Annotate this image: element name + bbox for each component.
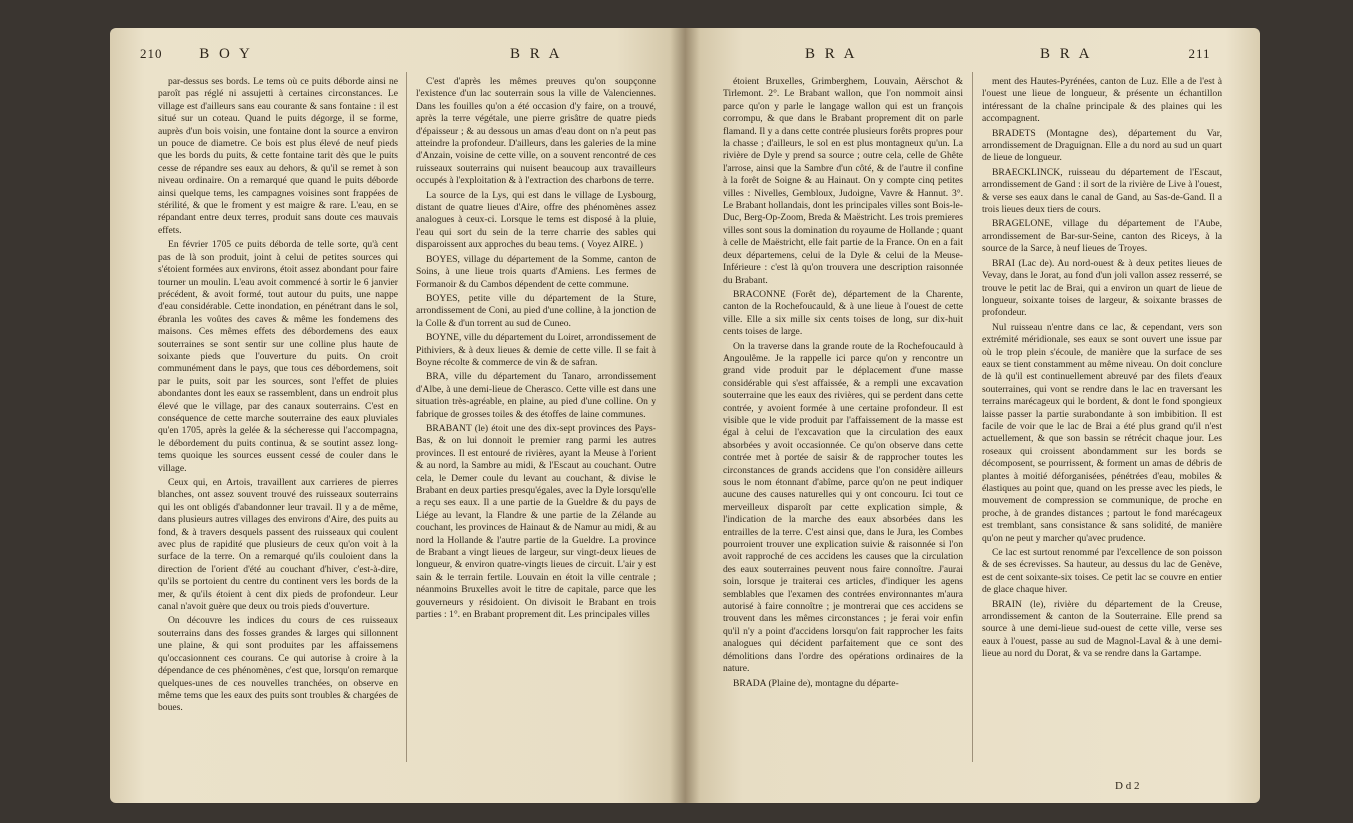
paragraph: BRAI (Lac de). Au nord-ouest & à deux petites lieues de Vevay, dans le Jorat, au fond d'un joli vallon assez resserré, se trouve le petit lac de Brai, qui a environ un quart de lieue de longueur, soixante toises de largeur, & soixante brasses de profondeur.: [982, 257, 1222, 319]
paragraph: BRABANT (le) étoit une des dix-sept provinces des Pays-Bas, & on lui donnoit le premier rang parmi les autres provinces. Il est entouré de rivières, ayant la Meuse à l'orient & au nord, la Sambre au midi, & l'Escaut au couchant. Outre cela, le Demer coule du levant au couchant, & divise le Brabant en deux parties presqu'égales, avec la Dyle lorsqu'elle a reçu ses eaux. Il a une partie de la Gueldre & du pays de Liége au levant, la Flandre & une partie de la Zélande au couchant, les provinces de Hainaut & de Namur au midi, & au nord la Hollande & l'autre partie de la Gueldre. La province de Brabant a vingt lieues de largeur, sur vingt-deux lieues de longueur, & environ quatre-vingts lieues de circuit. L'air y est sain & le terrain fertile. Louvain en étoit la ville centrale ; néanmoins Bruxelles avoit le titre de capitale, parce que les gouverneurs y résidoient. On divisoit le Brabant en trois parties : 1°. en Brabant proprement dit. Les principales villes: [416, 422, 656, 621]
right-head-left: B R A: [805, 46, 858, 62]
open-book: [110, 28, 1260, 803]
right-head-right: B R A: [1040, 46, 1092, 62]
paragraph: BRACONNE (Forêt de), département de la Charente, canton de la Rochefoucauld, & à une lieue à l'ouest de cette ville. Elle a six mille six cents toises de long, sur dix-huit cents toises de large.: [723, 288, 963, 338]
paragraph: par-dessus ses bords. Le tems où ce puits déborde ainsi ne paroît pas réglé ni assujetti à certaines circonstances. Le village est d'ailleurs sans eau courante & sans fontaine : il est situé sur un coteau. Quand le puits dégorge, il se forme, auprès d'un bois voisin, une fontaine dont la source a environ un pouce de diametre. Ce bois est plus élevé de neuf pieds que les bords du puits, & cette fontaine tarit dès que le puits cesse de répandre ses eaux au dehors, & qu'il se remet à son niveau ordinaire. On a remarqué que quand le puits déborde ainsi quelque tems, les campagnes voisines sont frappées de stérilité, & que le froment y est maigre & rare. L'eau, en se répandant entre deux terres, produit sans doute ces mauvais effets.: [158, 76, 398, 236]
paragraph: étoient Bruxelles, Grimberghem, Louvain, Aërschot & Tirlemont. 2°. Le Brabant wallon, que l'on nommoit ainsi parce qu'on y parle le langage wallon qui est un françois corrompu, & que dans le Brabant proprement dit on parle flamand. Il y a dans cette contrée plusieurs forêts propres pour la chasse ; d'ailleurs, le sol en est plus montagneux qu'un. La rivière de Dyle y prend sa source ; outre cela, celle de Ghête l'arrose, ainsi que la Sambre d'un côté, & de l'autre il confine à la forêt de Soigne & au Hainaut. On y compte cinq petites villes : Nivelles, Gembloux, Judoigne, Vavre & Hannut. 3°. Le Brabant hollandais, dont les principales villes sont Bois-le-Duc, Berg-Op-Zoom, Breda & Maëstricht. Les trois premieres villes sont sous la domination du royaume de Hollande ; quant à celle de Maëstricht, elle fait partie de la France. On en a fait deux départemens, celui de la Dyle & celui de la Meuse-Inférieure : c'est là qu'on trouvera une description raisonnée du Brabant.: [723, 76, 963, 286]
left-page-header: [140, 46, 253, 63]
paragraph: En février 1705 ce puits déborda de telle sorte, qu'à cent pas de là son produit, joint à celui de petites sources qui s'étoient formées aux environs, étoit assez abondant pour faire tourner un moulin. L'eau avoit commencé à sortir le 6 janvier précédent, & avoit formé, tout autour du puits, une nappe d'eau considérable. Cette inondation, en pénétrant dans le sol, ébranla les voûtes des caves & même les fondemens des maisons. Ces mêmes effets des débordemens des eaux souterraines se sont sentir sur une colline plus haute de soixante pieds que l'ouverture du puits. On croit communément dans le pays, que tous ces débordemens, soit par le puits, soit par les sources, sont l'effet de pluies abondantes dont les eaux se rassemblent, dans un endroit plus élevé que le village, par des canaux souterrains. C'est en conséquence de cette marche souterraine des eaux pluviales qu'en 1705, après la gelée & la sécheresse qui l'accompagna, le débordement du puits continua, & se soutint assez long-tems quoique les sources eussent cessé de couler dans le village.: [158, 239, 398, 474]
right-page-header: [1040, 46, 1210, 63]
paragraph: On la traverse dans la grande route de la Rochefoucauld à Angoulême. Je la rappelle ici parce qu'on y rencontre un grand vide produit par le déplacement d'une masse considérable qui s'est affaissée, & a rempli une excavation souterraine que les eaux des rivières, qui se perdent dans cette contrée, y avoient formée à une certaine profondeur. Il est visible que le vide produit par l'affaissement de la masse est égal à celui de l'excavation que la circulation des eaux absorbées y avoit occasionnée. Ce qu'on observe dans cette contrée met à portée de saisir & de rapprocher toutes les circonstances de grands accidens que l'on considère ailleurs sous le nom étonnant d'abîme, parce qu'on ne peut indiquer aucune des causes naturelles qui y ont concouru. Ici tout ce merveilleux disparoît par cette explication simple, & l'indication de la marche des eaux absorbées dans les entrailles de la terre. C'est ainsi que, dans le Jura, les Combes pourroient trouver une explication suivie & raisonnée si l'on avoit rapproché de ces accidens les causes que la circulation des eaux souterraines peuvent nous faire connoître. J'aurai soin, lorsque je traiterai ces articles, d'indiquer les agens semblables que l'examen des contrées environnantes m'aura autorisé à faire connoître ; je montrerai que ces accidens se trouvent dans les mêmes circonstances ; je ferai voir enfin qu'il n'y a point d'accidens lorsqu'on fait rapprocher les faits analogues qui décident parfaitement que ce sont des démolitions dans l'ordre des opérations ordinaires de la nature.: [723, 340, 963, 675]
signature-mark: D d 2: [1115, 780, 1140, 792]
left-page: [110, 28, 685, 803]
paragraph: BOYNE, ville du département du Loiret, arrondissement de Pithiviers, & à deux lieues & demie de cette ville. Il se fait à Boyne récolte & commerce de vin & de safran.: [416, 332, 656, 368]
paragraph: BOYES, village du département de la Somme, canton de Soins, à une lieue trois quarts d'Amiens. Les fermes de Formanoir & du Cambos dépendent de cette commune.: [416, 253, 656, 290]
right-column-divider: [972, 72, 973, 762]
left-page-column-2: [416, 76, 656, 623]
paragraph: BRAGELONE, village du département de l'Aube, arrondissement de Bar-sur-Seine, canton des Riceys, à la source de la Sarce, à neuf lieues de Troyes.: [982, 218, 1222, 255]
paragraph: BRAECKLINCK, ruisseau du département de l'Escaut, arrondissement de Gand : il sort de la rivière de Live à l'ouest, & verse ses eaux dans le canal de Gand, au Sas-de-Gand. Il a trois lieues deux tiers de cours.: [982, 166, 1222, 216]
left-head-left: B O Y: [199, 46, 253, 62]
paragraph: BOYES, petite ville du département de la Sture, arrondissement de Coni, au pied d'une colline, à la jonction de la Colle & d'un torrent au sud de Cuneo.: [416, 292, 656, 329]
paragraph: BRADA (Plaine de), montagne du départe-: [733, 677, 899, 689]
paragraph: BRAIN (le), rivière du département de la Creuse, arrondissement & canton de la Souterraine. Elle prend sa source à une demi-lieue sud-ouest de cette ville, verse ses eaux à l'ouest, passe au sud de Magnol-Laval & à une demi-lieue au nord du Dorat, & va se rendre dans la Gartampe.: [982, 598, 1222, 660]
paragraph: On découvre les indices du cours de ces ruisseaux souterrains dans des fosses grandes & larges qui sillonnent une plaine, & qui sont produites par les affaissemens qu'occasionnent ces courans. Ce qui autorise à croire à la dépendance de ces phénomènes, c'est que, lorsqu'on remarque quelques-unes de ces nouvelles tranchées, on observe en même tems que les eaux des puits sont troubles & chargées de boues.: [158, 615, 398, 714]
left-head-right: B R A: [510, 46, 563, 62]
left-page-number: 210: [140, 46, 163, 61]
paragraph: Nul ruisseau n'entre dans ce lac, & cependant, vers son extrémité méridionale, ses eaux se sont ouvert une issue par où le trop plein s'écoule, de manière que la surface de ses eaux se tient constamment au même niveau. On doit conclure de là qu'il est continuellement abreuvé par des filets d'eaux souterraines, qui vont se rendre dans le lac en traversant les terrains marécageux qui le bordent, & dont le fond spongieux laisse passer la partie surabondante à son imbibition. Il est facile de voir que le lac de Brai a été plus grand qu'il n'est actuellement, & que son bassin se rétrécit chaque jour. Les roseaux qui croissent abondamment sur les bords se décomposent, se pourrissent, & forment un amas de débris de plantes à moitié déforganisées, pénétrées d'eau, mobiles & élastiques au point que, quand on les presse avec les pieds, le mouvement de compression se communique, de proche en proche, à de grandes distances ; partout le fond marécageux est tremblant, sans consistance & sans solidité, de manière qu'on ne peut y marcher qu'avec prudence.: [982, 321, 1222, 544]
paragraph: Ce lac est surtout renommé par l'excellence de son poisson & de ses écrevisses. Sa hauteur, au dessus du lac de Genève, est de cent soixante-six toises. Ce petit lac se couvre en entier de glace chaque hiver.: [982, 547, 1222, 596]
left-page-column-1: [158, 76, 398, 717]
right-page-number: 211: [1188, 46, 1211, 61]
right-page: [685, 28, 1260, 803]
right-page-column-1: [723, 76, 963, 692]
right-page-column-2: [982, 76, 1222, 663]
paragraph: Ceux qui, en Artois, travaillent aux carrieres de pierres blanches, ont assez souvent trouvé des ruisseaux souterrains qui les ont obligés d'abandonner leur travail. Il y a de même, dans plusieurs autres villages des environs d'Aire, des puits au fond, & à travers desquels passent des ruisseaux qui coulent avec plus de rapidité que plusieurs de ceux qu'on voit à la surface de la terre. On a remarqué qu'ils couloient dans la direction de l'orient d'été au couchant d'hiver, c'est-à-dire, qu'ils se portoient du centre du continent vers les bords de la mer, & qu'ils étoient à cent dix pieds de profondeur. Leur canal n'avoit guère que deux ou trois pieds d'ouverture.: [158, 477, 398, 613]
paragraph: BRA, ville du département du Tanaro, arrondissement d'Albe, à une demi-lieue de Cherasco. Cette ville est dans une situation très-agréable, en plaine, au pied d'une colline. On y fabrique de grosses toiles & des étoffes de laine communes.: [416, 371, 656, 420]
paragraph: ment des Hautes-Pyrénées, canton de Luz. Elle a de l'est à l'ouest une lieue de longueur, & présente un échantillon intéressant de la chaîne principale & des plaines qui les accompagnent.: [982, 76, 1222, 125]
left-column-divider: [406, 72, 407, 762]
paragraph: BRADETS (Montagne des), département du Var, arrondissement de Draguignan. Elle a du nord au sud un quart de lieue de longueur.: [982, 127, 1222, 164]
paragraph: C'est d'après les mêmes preuves qu'on soupçonne l'existence d'un lac souterrain sous la ville de Valenciennes. Dans les fouilles qu'on a été occasion d'y faire, on a trouvé, après la terre végétale, une pierre grisâtre de quatre pieds d'épaisseur ; & au dessous un amas d'eau dont on n'a peut pas atteindre la profondeur. D'ailleurs, dans les galeries de la mine d'Anzain, voisine de cette ville, on a souvent rencontré de ces ruisseaux souterrains qui nuisent beaucoup aux travailleurs occupés à l'exploitation & à l'extraction des charbons de terre.: [416, 76, 656, 187]
paragraph: La source de la Lys, qui est dans le village de Lysbourg, distant de quatre lieues d'Aire, offre des phénomènes assez analogues à ceux-ci. Lorsque le tems est disposé à la pluie, l'eau qui sort du sein de la terre charrie des sables qui disparoissent aux approches du beau tems. ( Voyez AIRE. ): [416, 189, 656, 251]
book-gutter: [670, 28, 700, 803]
